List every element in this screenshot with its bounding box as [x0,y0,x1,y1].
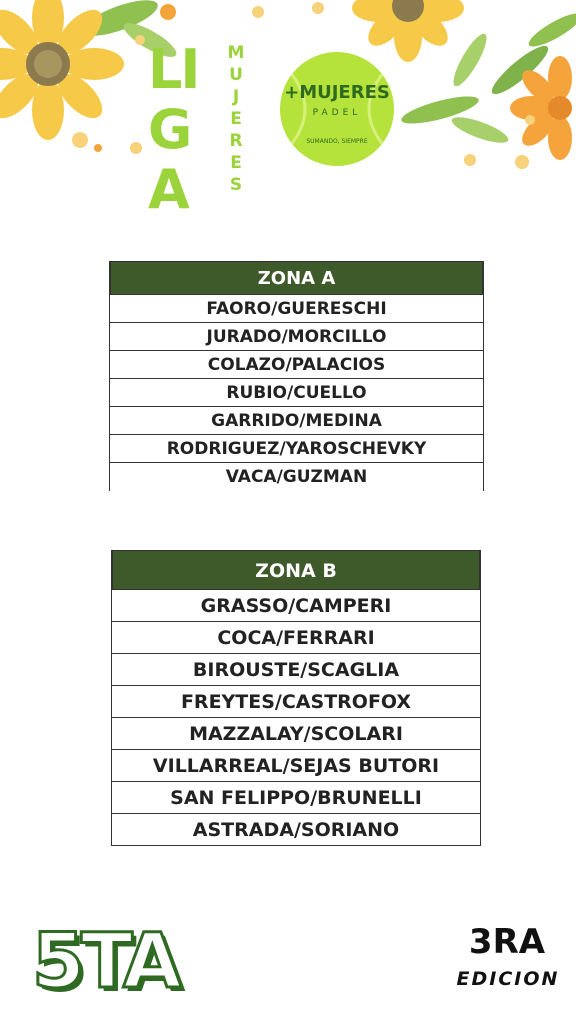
table-row: VILLARREAL/SEJAS BUTORI [112,750,480,782]
zona-a-rows [110,295,483,491]
zona-b-table [111,550,481,846]
table-row: RODRIGUEZ/YAROSCHEVKY [110,435,483,463]
table-row: COCA/FERRARI [112,622,480,654]
table-row: ASTRADA/SORIANO [112,814,480,846]
padel-logo-tagline: SUMANDO, SIEMPRE [306,138,368,145]
zona-a-table [109,261,484,491]
table-row: SAN FELIPPO/BRUNELLI [112,782,480,814]
table-row: FAORO/GUERESCHI [110,295,483,323]
zona-b-rows [112,590,480,846]
liga-logo-word: LIGA [148,38,199,221]
edition-label: EDICION [456,968,560,990]
table-row: COLAZO/PALACIOS [110,351,483,379]
table-row: BIROUSTE/SCAGLIA [112,654,480,686]
padel-logo-title: +MUJERES [284,82,390,103]
table-row: RUBIO/CUELLO [110,379,483,407]
table-row: JURADO/MORCILLO [110,323,483,351]
zona-a-title: ZONA A [110,261,483,295]
edition-number: 3RA [468,922,546,962]
category-label: 5TA [32,916,178,1005]
table-row: GRASSO/CAMPERI [112,590,480,622]
table-row: VACA/GUZMAN [225,467,368,487]
table-row: MAZZALAY/SCOLARI [112,718,480,750]
table-row: GARRIDO/MEDINA [110,407,483,435]
mujeres-padel-logo [280,52,394,166]
table-row: FREYTES/CASTROFOX [112,686,480,718]
zona-b-title: ZONA B [112,550,480,590]
padel-logo-sub: PADEL [312,108,362,118]
liga-mujeres-logo [148,38,248,221]
liga-logo-subword: M U J E R E S [227,43,245,195]
